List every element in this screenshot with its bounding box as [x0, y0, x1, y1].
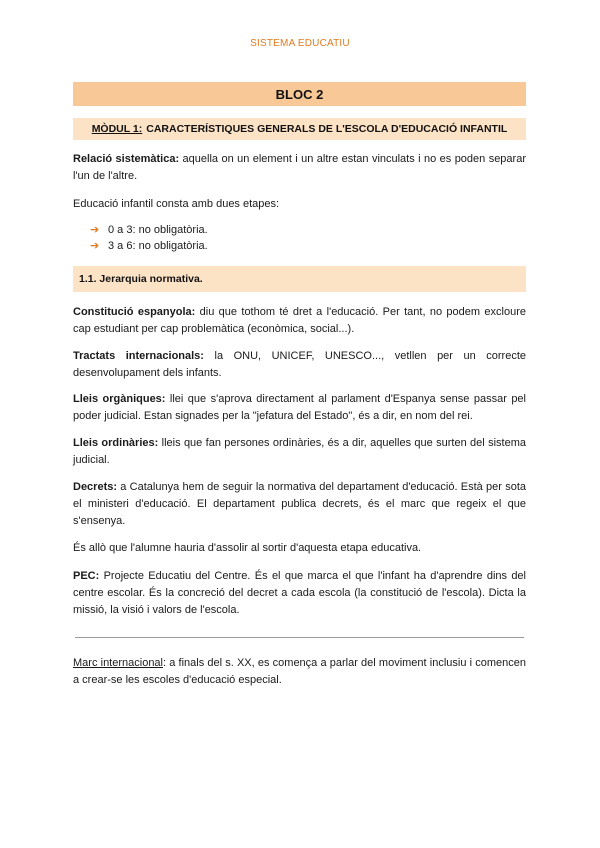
- list-item: [90, 222, 208, 238]
- constitucio-paragraph: [73, 304, 526, 338]
- ordinaries-paragraph: [73, 435, 526, 469]
- organiques-term: Lleis orgàniques:: [73, 393, 166, 405]
- ordinaries-text: lleis que fan persones ordinàries, és a dir, aquelles que surten del sistema judicial.: [73, 437, 526, 466]
- section-title: 1.1. Jerarquia normativa.: [73, 266, 526, 292]
- relacio-text: aquella on un element i un altre estan vinculats i no es poden separar l'un de l'altre.: [73, 153, 526, 182]
- relacio-paragraph: [73, 151, 526, 185]
- marc-text: : a finals del s. XX, es comença a parlar del moviment inclusiu i comencen a crear-se les escoles d'educació especial.: [73, 657, 526, 686]
- allo-paragraph: És allò que l'alumne hauria d'assolir al sortir d'aquesta etapa educativa.: [73, 542, 422, 554]
- organiques-text: llei que s'aprova directament al parlament d'Espanya sense passar pel poder judicial. Estan signades per la "jefatura del Estado", és a dir, en nom del rei.: [73, 393, 526, 422]
- tractats-text: la ONU, UNICEF, UNESCO..., vetllen per un correcte desenvolupament dels infants.: [73, 350, 526, 379]
- modul-label: MÒDUL 1:: [91, 123, 143, 135]
- marc-paragraph: [73, 655, 526, 689]
- arrow-right-icon: ➔: [90, 240, 100, 252]
- etapa-item-2: 3 a 6: no obligatòria.: [108, 240, 208, 252]
- modul-title-bar: [73, 118, 526, 140]
- constitucio-term: Constitució espanyola:: [73, 306, 196, 318]
- decrets-text: a Catalunya hem de seguir la normativa del departament d'educació. Està per sota el ministeri d'educació. El departament publica decrets, és el marc que regeix el que s'ensenya.: [73, 481, 526, 527]
- decrets-term: Decrets:: [73, 481, 118, 493]
- constitucio-text: diu que tothom té dret a l'educació. Per tant, no podem excloure cap estudiant per cap problemàtica (econòmica, social...).: [73, 306, 526, 335]
- etapa-item-1: 0 a 3: no obligatòria.: [108, 224, 208, 236]
- marc-term: Marc internacional: [73, 657, 163, 669]
- etapes-intro: Educació infantil consta amb dues etapes:: [73, 198, 280, 210]
- organiques-paragraph: [73, 391, 526, 425]
- pec-text: Projecte Educatiu del Centre. És el que marca el que l'infant ha d'aprendre dins del centre escolar. És la concreció del decret a cada escola (la constitució de l'escola). Dicta la missió, la visió i valors de l'escola.: [73, 570, 526, 616]
- running-header: SISTEMA EDUCATIU: [250, 38, 350, 49]
- pec-term: PEC:: [73, 570, 100, 582]
- ordinaries-term: Lleis ordinàries:: [73, 437, 159, 449]
- modul-title: CARACTERÍSTIQUES GENERALS DE L'ESCOLA D'EDUCACIÓ INFANTIL: [146, 123, 508, 135]
- divider: [75, 637, 524, 638]
- list-item: [90, 238, 208, 254]
- etapes-list: [90, 222, 208, 254]
- relacio-term: Relació sistemàtica:: [73, 153, 180, 165]
- arrow-right-icon: ➔: [90, 224, 100, 236]
- decrets-paragraph: [73, 479, 526, 530]
- tractats-paragraph: [73, 348, 526, 382]
- pec-paragraph: [73, 568, 526, 619]
- bloc-title: BLOC 2: [73, 82, 526, 106]
- tractats-term: Tractats internacionals:: [73, 350, 204, 362]
